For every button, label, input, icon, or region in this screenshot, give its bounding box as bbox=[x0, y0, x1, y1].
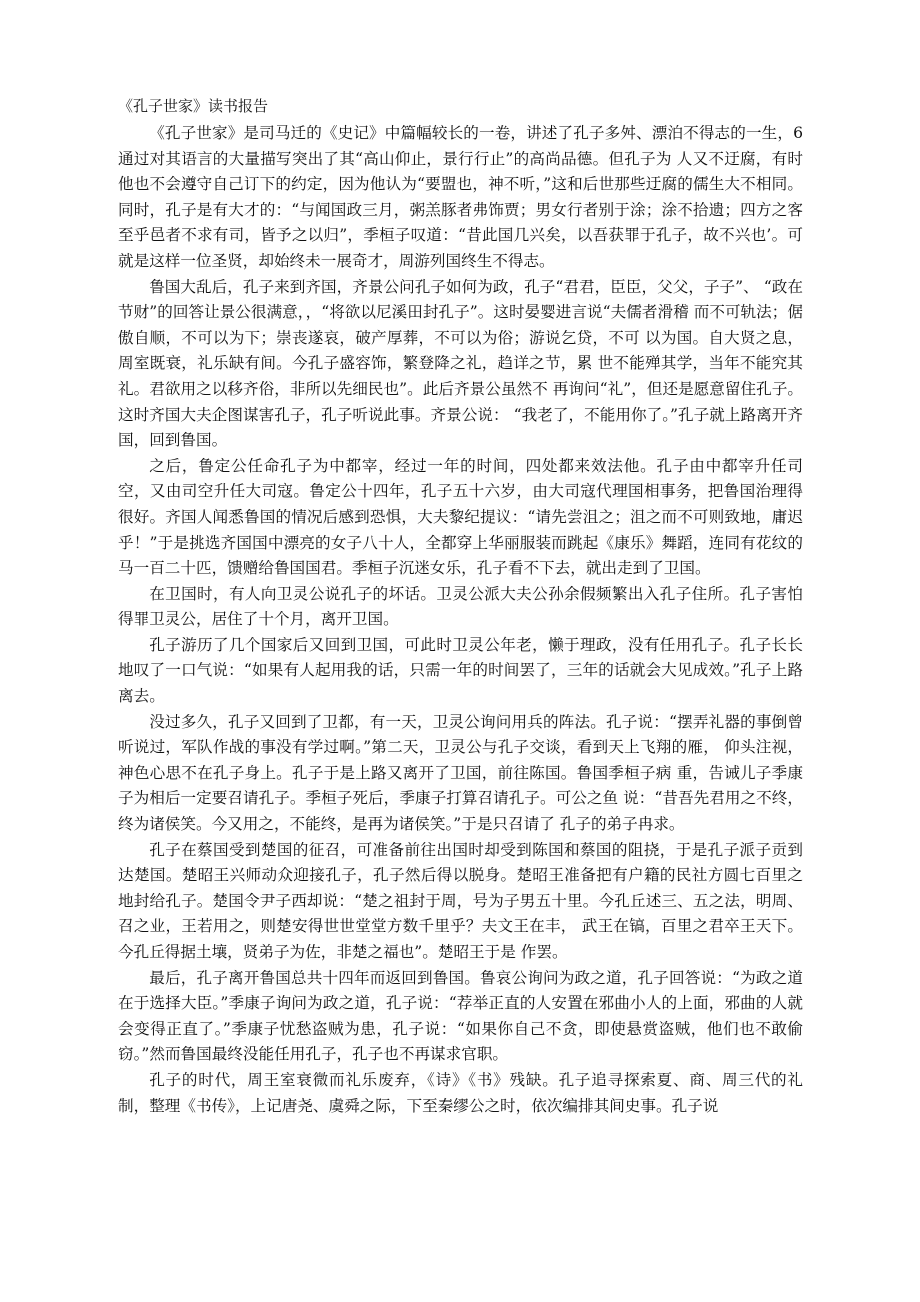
paragraph-intro: 《孔子世家》是司马迁的《史记》中篇幅较长的一卷，讲述了孔子多舛、漂泊不得志的一生，6通过对其语言的大量描写突出了其“高山仰止，景行行止”的高尚品德。但孔子为 人又不迂腐，有时他也不会遵守自己订下的约定，因为他认为“要盟也，神不听，”这和后世那些迂腐的儒生大不相同。同时，孔子是有大才的：“与闻国政三月，粥羔豚者弗饰贾；男女行者别于涂；涂不拾遗；四方之客至乎邑者不求有司，皆予之以归”，季桓子叹道：“昔此国几兴矣，以吾获罪于孔子，故不兴也’。可就是这样一位圣贤，却始终未一展奇才，周游列国终生不得志。 bbox=[118, 124, 803, 270]
paragraph-chen: 没过多久，孔子又回到了卫都，有一天，卫灵公询问用兵的阵法。孔子说：“摆弄礼器的事倒曾听说过，军队作战的事没有学过啊。”第二天，卫灵公与孔子交谈，看到天上飞翔的雁， 仰头注视，神色心思不在孔子身上。孔子于是上路又离开了卫国，前往陈国。鲁国季桓子病 重，告诫儿子季康子为相后一定要召请孔子。季桓子死后，季康子打算召请孔子。可公之鱼 说：“昔吾先君用之不终，终为诸侯笑。今又用之，不能终，是再为诸侯笑。”于是只召请了 孔子的弟子冉求。 bbox=[118, 712, 803, 834]
document-title: 《孔子世家》读书报告 bbox=[118, 97, 269, 115]
document-page bbox=[118, 95, 803, 1119]
paragraph-rites: 孔子的时代，周王室衰微而礼乐废弃，《诗》《书》残缺。孔子追寻探索夏、商、周三代的礼制，整理《书传》，上记唐尧、虞舜之际，下至秦缪公之时，依次编排其间史事。孔子说 bbox=[118, 1070, 803, 1115]
paragraph-wei-return: 孔子游历了几个国家后又回到卫国，可此时卫灵公年老，懒于理政，没有任用孔子。孔子长长地叹了一口气说：“如果有人起用我的话，只需一年的时间罢了，三年的话就会大见成效。”孔子上路离去。 bbox=[118, 635, 803, 706]
paragraph-qi: 鲁国大乱后，孔子来到齐国，齐景公问孔子如何为政，孔子“君君，臣臣，父父，子子”、 “政在节财”的回答让景公很满意，，“将欲以尼溪田封孔子”。这时晏婴进言说“夫儒者滑稽 而不可轨法；倨傲自顺，不可以为下；崇丧遂哀，破产厚葬，不可以为俗；游说乞贷，不可 以为国。自大贤之息，周室既衰，礼乐缺有间。今孔子盛容饰，繁登降之礼，趋详之节，累 世不能殚其学，当年不能究其礼。君欲用之以移齐俗，非所以先细民也”。此后齐景公虽然不 再询问“礼”，但还是愿意留住孔子。这时齐国大夫企图谋害孔子，孔子听说此事。齐景公说： “我老了，不能用你了。”孔子就上路离开齐国，回到鲁国。 bbox=[118, 277, 803, 450]
paragraph-return-lu: 最后，孔子离开鲁国总共十四年而返回到鲁国。鲁哀公询问为政之道，孔子回答说：“为政之道在于选择大臣。”季康子询问为政之道，孔子说：“荐举正直的人安置在邪曲小人的上面，邪曲的人就会变得正直了。”季康子忧愁盗贼为患，孔子说：“如果你自己不贪，即使悬赏盗贼，他们也不敢偷窃。”然而鲁国最终没能任用孔子，孔子也不再谋求官职。 bbox=[118, 968, 803, 1064]
paragraph-wei: 在卫国时，有人向卫灵公说孔子的坏话。卫灵公派大夫公孙余假频繁出入孔子住所。孔子害怕得罪卫灵公，居住了十个月，离开卫国。 bbox=[118, 584, 803, 629]
paragraph-zhongdu: 之后，鲁定公任命孔子为中都宰，经过一年的时间，四处都来效法他。孔子由中都宰升任司空，又由司空升任大司寇。鲁定公十四年，孔子五十六岁，由大司寇代理国相事务，把鲁国治理得很好。齐国人闻悉鲁国的情况后感到恐惧，大夫黎纪提议：“请先尝沮之；沮之而不可则致地，庸迟乎！”于是挑选齐国国中漂亮的女子八十人，全都穿上华丽服装而跳起《康乐》舞蹈，连同有花纹的马一百二十匹，馈赠给鲁国国君。季桓子沉迷女乐，孔子看不下去，就出走到了卫国。 bbox=[118, 456, 803, 578]
paragraph-chu: 孔子在蔡国受到楚国的征召，可准备前往出国时却受到陈国和蔡国的阻挠，于是孔子派子贡到达楚国。楚昭王兴师动众迎接孔子，孔子然后得以脱身。楚昭王准备把有户籍的民社方圆七百里之地封给孔子。楚国令尹子西却说：“楚之祖封于周，号为子男五十里。今孔丘述三、五之法，明周、召之业，王若用之，则楚安得世世堂堂方数千里乎？夫文王在丰， 武王在镐，百里之君卒王天下。今孔丘得据土壤，贤弟子为佐，非楚之福也”。楚昭王于是 作罢。 bbox=[118, 840, 803, 961]
